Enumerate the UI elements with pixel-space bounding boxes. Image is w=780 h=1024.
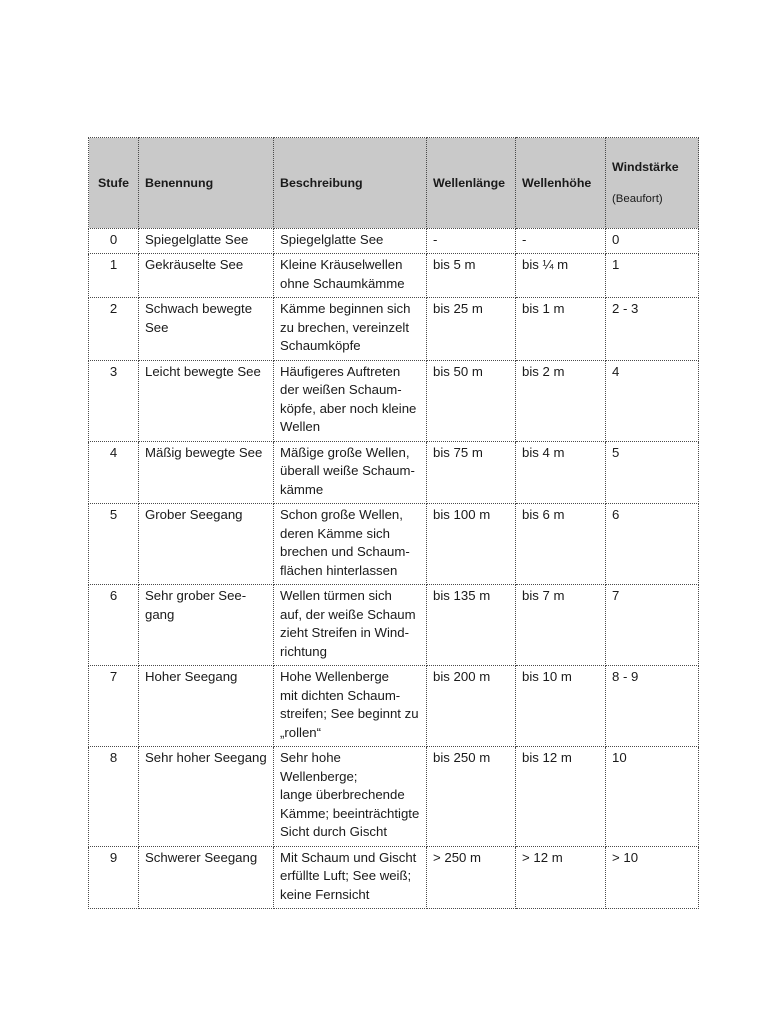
cell-stufe: 9 xyxy=(89,846,139,909)
header-stufe: Stufe xyxy=(89,138,139,229)
cell-windstaerke: 0 xyxy=(606,228,699,254)
header-beschreibung: Beschreibung xyxy=(274,138,427,229)
cell-beschreibung: Spiegelglatte See xyxy=(274,228,427,254)
cell-stufe: 2 xyxy=(89,298,139,361)
header-row xyxy=(89,138,699,229)
table-row xyxy=(89,228,699,254)
cell-stufe: 5 xyxy=(89,504,139,585)
cell-beschreibung: Wellen türmen sich auf, der weiße Schaum zieht Streifen in Wind- richtung xyxy=(274,585,427,666)
cell-windstaerke: 6 xyxy=(606,504,699,585)
cell-windstaerke: 2 - 3 xyxy=(606,298,699,361)
cell-wellenhoehe: bis 4 m xyxy=(516,441,606,504)
table-row xyxy=(89,504,699,585)
header-windstaerke-unit: (Beaufort) xyxy=(612,193,663,205)
cell-benennung: Mäßig bewegte See xyxy=(139,441,274,504)
cell-wellenlaenge: bis 100 m xyxy=(427,504,516,585)
cell-stufe: 1 xyxy=(89,254,139,298)
cell-benennung: Schwach bewegte See xyxy=(139,298,274,361)
cell-windstaerke: 5 xyxy=(606,441,699,504)
cell-wellenlaenge: bis 200 m xyxy=(427,666,516,747)
header-windstaerke-label: Windstärke xyxy=(612,159,679,174)
header-wellenhoehe: Wellenhöhe xyxy=(516,138,606,229)
cell-stufe: 3 xyxy=(89,360,139,441)
cell-wellenhoehe: > 12 m xyxy=(516,846,606,909)
table-row xyxy=(89,360,699,441)
cell-wellenlaenge: bis 75 m xyxy=(427,441,516,504)
table-row xyxy=(89,747,699,847)
cell-wellenhoehe: bis ¼ m xyxy=(516,254,606,298)
cell-stufe: 6 xyxy=(89,585,139,666)
cell-windstaerke: 10 xyxy=(606,747,699,847)
table-row xyxy=(89,441,699,504)
cell-windstaerke: 7 xyxy=(606,585,699,666)
cell-benennung: Sehr grober See- gang xyxy=(139,585,274,666)
cell-benennung: Gekräuselte See xyxy=(139,254,274,298)
cell-beschreibung: Hohe Wellenberge mit dichten Schaum- streifen; See beginnt zu „rollen“ xyxy=(274,666,427,747)
cell-beschreibung: Kämme beginnen sich zu brechen, vereinzelt Schaumköpfe xyxy=(274,298,427,361)
cell-windstaerke: 4 xyxy=(606,360,699,441)
table-body xyxy=(89,228,699,909)
cell-windstaerke: 8 - 9 xyxy=(606,666,699,747)
cell-stufe: 7 xyxy=(89,666,139,747)
cell-beschreibung: Kleine Kräuselwellen ohne Schaumkämme xyxy=(274,254,427,298)
cell-wellenhoehe: bis 7 m xyxy=(516,585,606,666)
cell-wellenhoehe: bis 10 m xyxy=(516,666,606,747)
table-row xyxy=(89,846,699,909)
cell-wellenhoehe: bis 6 m xyxy=(516,504,606,585)
table-row xyxy=(89,666,699,747)
cell-wellenlaenge: > 250 m xyxy=(427,846,516,909)
cell-beschreibung: Schon große Wellen, deren Kämme sich brechen und Schaum- flächen hinterlassen xyxy=(274,504,427,585)
cell-wellenhoehe: bis 12 m xyxy=(516,747,606,847)
cell-benennung: Leicht bewegte See xyxy=(139,360,274,441)
table-row xyxy=(89,254,699,298)
cell-benennung: Hoher Seegang xyxy=(139,666,274,747)
cell-wellenhoehe: bis 1 m xyxy=(516,298,606,361)
header-windstaerke xyxy=(606,138,699,229)
table-row xyxy=(89,585,699,666)
cell-wellenhoehe: - xyxy=(516,228,606,254)
cell-windstaerke: 1 xyxy=(606,254,699,298)
cell-stufe: 4 xyxy=(89,441,139,504)
cell-stufe: 0 xyxy=(89,228,139,254)
cell-wellenlaenge: bis 250 m xyxy=(427,747,516,847)
cell-benennung: Spiegelglatte See xyxy=(139,228,274,254)
sea-state-table xyxy=(88,137,699,909)
cell-wellenhoehe: bis 2 m xyxy=(516,360,606,441)
header-benennung: Benennung xyxy=(139,138,274,229)
cell-benennung: Schwerer Seegang xyxy=(139,846,274,909)
cell-wellenlaenge: - xyxy=(427,228,516,254)
cell-stufe: 8 xyxy=(89,747,139,847)
cell-beschreibung: Mit Schaum und Gischt erfüllte Luft; See weiß; keine Fernsicht xyxy=(274,846,427,909)
cell-wellenlaenge: bis 25 m xyxy=(427,298,516,361)
cell-beschreibung: Sehr hohe Wellenberge; lange überbrechende Kämme; beeinträchtigte Sicht durch Gischt xyxy=(274,747,427,847)
cell-wellenlaenge: bis 135 m xyxy=(427,585,516,666)
table-header xyxy=(89,138,699,229)
cell-benennung: Grober Seegang xyxy=(139,504,274,585)
cell-benennung: Sehr hoher Seegang xyxy=(139,747,274,847)
cell-wellenlaenge: bis 50 m xyxy=(427,360,516,441)
header-wellenlaenge: Wellenlänge xyxy=(427,138,516,229)
cell-wellenlaenge: bis 5 m xyxy=(427,254,516,298)
cell-windstaerke: > 10 xyxy=(606,846,699,909)
table-row xyxy=(89,298,699,361)
cell-beschreibung: Häufigeres Auftreten der weißen Schaum- köpfe, aber noch kleine Wellen xyxy=(274,360,427,441)
cell-beschreibung: Mäßige große Wellen, überall weiße Schaum- kämme xyxy=(274,441,427,504)
